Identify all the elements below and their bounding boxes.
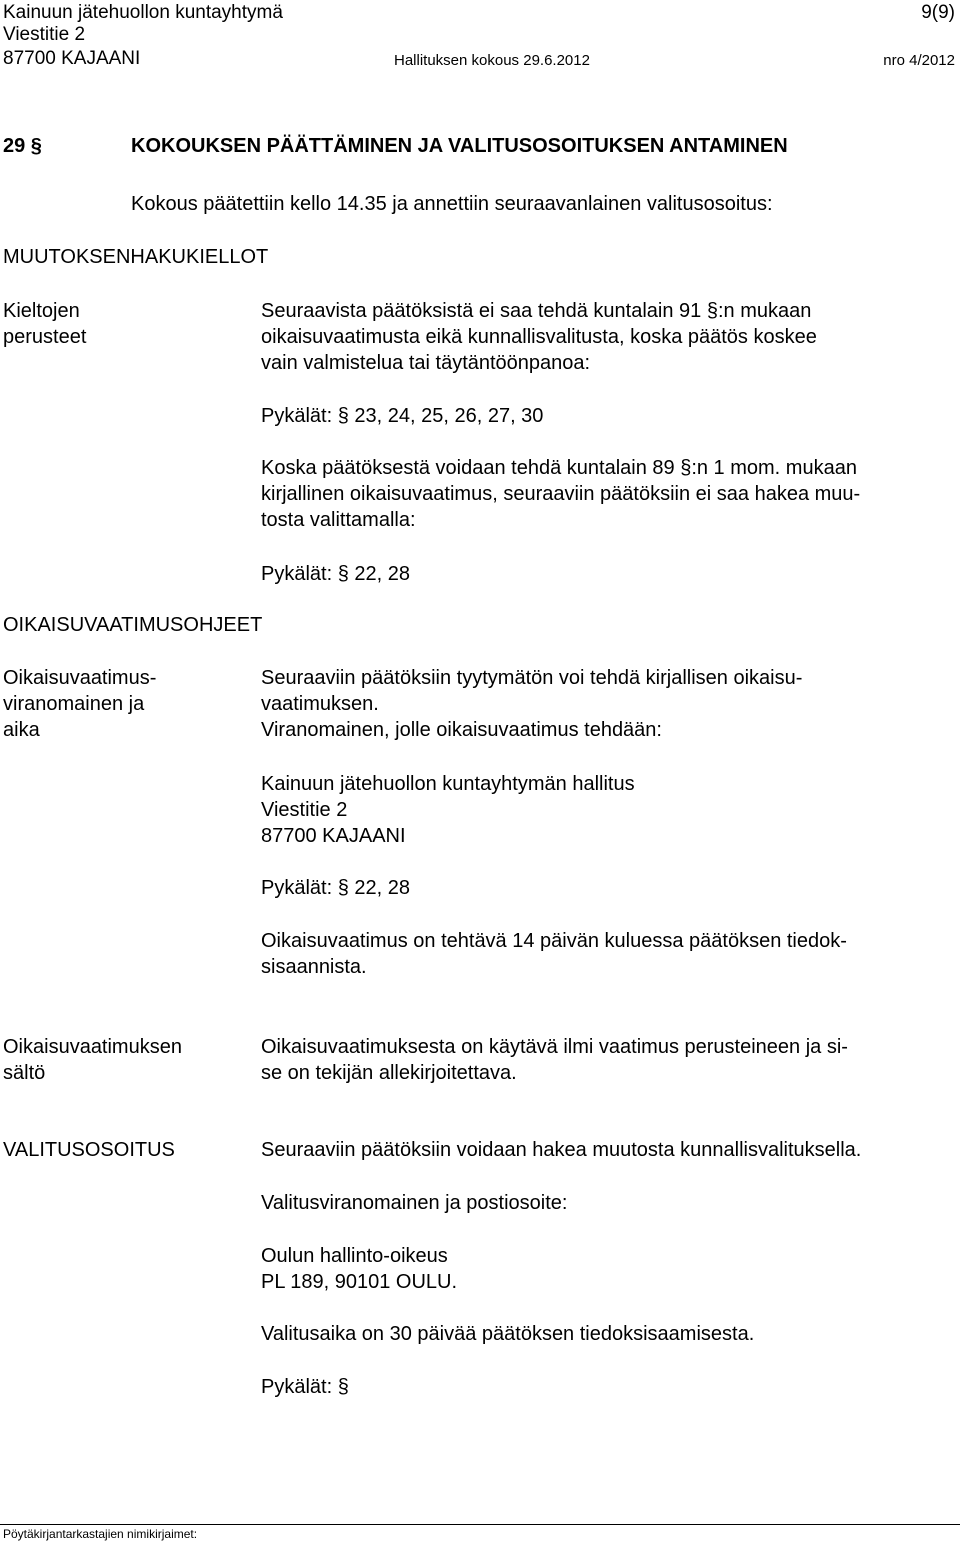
- paragraph-line: Oikaisuvaatimus on tehtävä 14 päivän kuluessa päätöksen tiedok-: [261, 930, 847, 952]
- pykalat-list: Pykälät: § 22, 28: [261, 877, 410, 899]
- paragraph-line: kirjallinen oikaisuvaatimus, seuraaviin päätöksiin ei saa hakea muu-: [261, 483, 861, 505]
- paragraph-line: Seuraavista päätöksistä ei saa tehdä kuntalain 91 §:n mukaan: [261, 300, 812, 322]
- authority-label: Valitusviranomainen ja postiosoite:: [261, 1192, 568, 1214]
- label-kieltojen: Kieltojen: [3, 300, 80, 322]
- header-city: 87700 KAJAANI: [3, 48, 141, 69]
- section-number: 29 §: [3, 135, 42, 157]
- heading-muutoksenhakukiellot: MUUTOKSENHAKUKIELLOT: [3, 246, 269, 268]
- pykalat-list: Pykälät: § 22, 28: [261, 563, 410, 585]
- side-label-line: sältö: [3, 1062, 46, 1084]
- side-label-line: viranomainen ja: [3, 693, 145, 715]
- paragraph-line: se on tekijän allekirjoitettava.: [261, 1062, 517, 1084]
- pykalat-list: Pykälät: § 23, 24, 25, 26, 27, 30: [261, 405, 544, 427]
- footer-signatures: Pöytäkirjantarkastajien nimikirjaimet:: [3, 1527, 198, 1541]
- side-label-line: Oikaisuvaatimuksen: [3, 1036, 182, 1058]
- footer-rule: [0, 1524, 960, 1525]
- header-page-number: 9(9): [921, 2, 955, 23]
- header-meeting: Hallituksen kokous 29.6.2012: [394, 52, 590, 69]
- header-org: Kainuun jätehuollon kuntayhtymä: [3, 2, 283, 23]
- side-label-line: aika: [3, 719, 40, 741]
- section-intro: Kokous päätettiin kello 14.35 ja annettiin seuraavanlainen valitusosoitus:: [131, 193, 773, 215]
- address-line: PL 189, 90101 OULU.: [261, 1271, 458, 1293]
- address-line: Kainuun jätehuollon kuntayhtymän hallitus: [261, 773, 635, 795]
- paragraph-line: vaatimuksen.: [261, 693, 379, 715]
- paragraph-line: Oikaisuvaatimuksesta on käytävä ilmi vaatimus perusteineen ja si-: [261, 1036, 848, 1058]
- paragraph-line: tosta valittamalla:: [261, 509, 416, 531]
- appeal-period: Valitusaika on 30 päivää päätöksen tiedoksisaamisesta.: [261, 1323, 755, 1345]
- paragraph-line: Viranomainen, jolle oikaisuvaatimus tehdään:: [261, 719, 662, 741]
- paragraph-line: Koska päätöksestä voidaan tehdä kuntalain 89 §:n 1 mom. mukaan: [261, 457, 857, 479]
- paragraph-line: vain valmistelua tai täytäntöönpanoa:: [261, 352, 591, 374]
- label-perusteet: perusteet: [3, 326, 87, 348]
- pykalat-list: Pykälät: §: [261, 1376, 349, 1398]
- heading-valitusosoitus: VALITUSOSOITUS: [3, 1139, 175, 1161]
- side-label-line: Oikaisuvaatimus-: [3, 667, 157, 689]
- address-line: Viestitie 2: [261, 799, 348, 821]
- paragraph-line: Seuraaviin päätöksiin voidaan hakea muutosta kunnallisvalituksella.: [261, 1139, 862, 1161]
- section-title: KOKOUKSEN PÄÄTTÄMINEN JA VALITUSOSOITUKSEN ANTAMINEN: [131, 135, 788, 157]
- header-street: Viestitie 2: [3, 24, 86, 45]
- header-number: nro 4/2012: [883, 52, 955, 69]
- address-line: 87700 KAJAANI: [261, 825, 406, 847]
- heading-oikaisuvaatimusohjeet: OIKAISUVAATIMUSOHJEET: [3, 614, 263, 636]
- address-line: Oulun hallinto-oikeus: [261, 1245, 448, 1267]
- paragraph-line: sisaannista.: [261, 956, 367, 978]
- paragraph-line: Seuraaviin päätöksiin tyytymätön voi tehdä kirjallisen oikaisu-: [261, 667, 803, 689]
- paragraph-line: oikaisuvaatimusta eikä kunnallisvalitusta, koska päätös koskee: [261, 326, 817, 348]
